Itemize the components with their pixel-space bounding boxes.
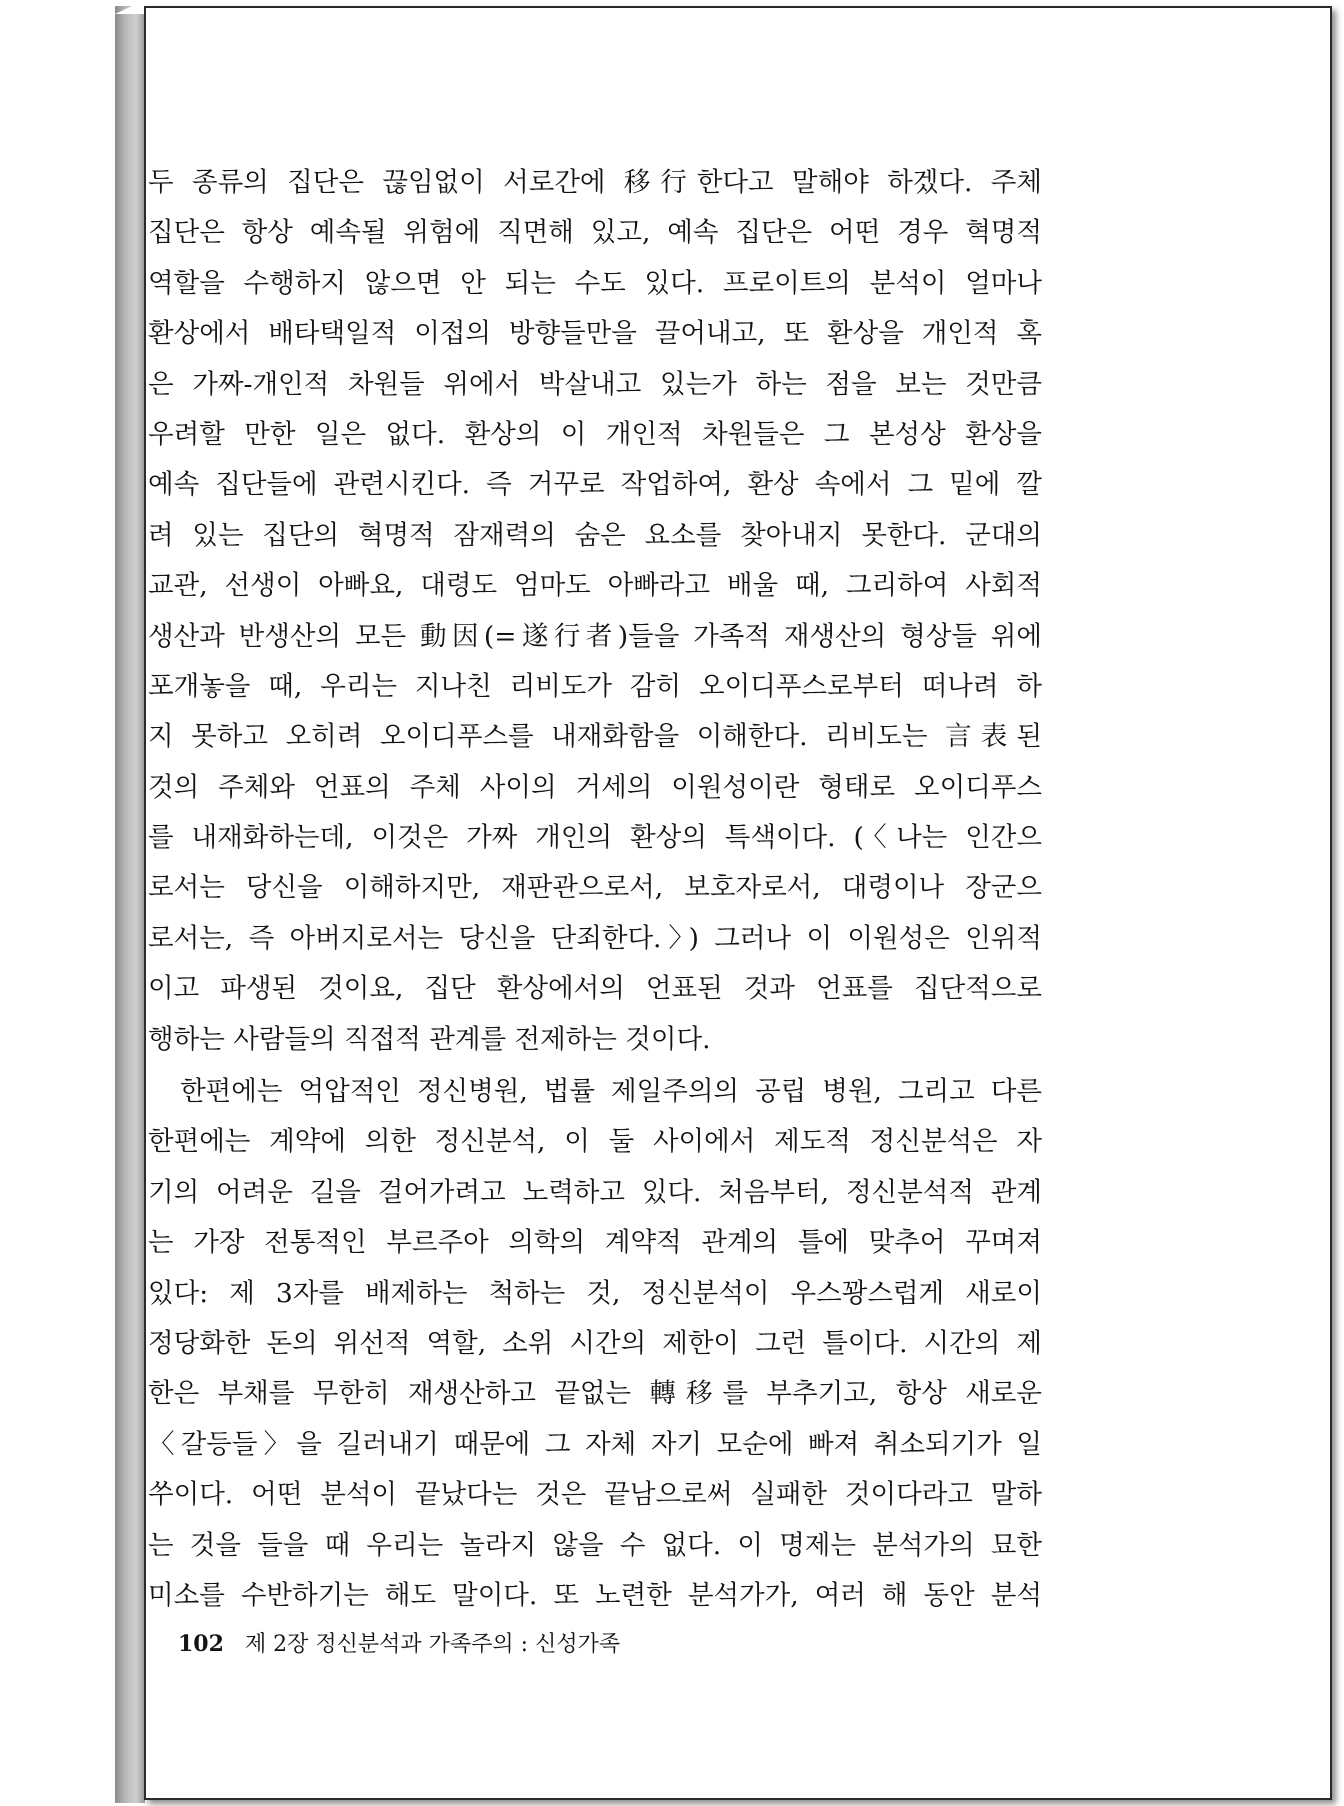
text-line: 는 것을 들을 때 우리는 놀라지 않을 수 없다. 이 명제는 분석가의 묘한 xyxy=(148,1529,1042,1561)
text-line: 로서는, 즉 아버지로서는 당신을 단죄한다.〉) 그러나 이 이원성은 인위적 xyxy=(148,922,1042,954)
paragraph-1 xyxy=(148,158,1042,1065)
paragraph-2 xyxy=(148,1067,1042,1621)
text-line: 생산과 반생산의 모든 動因(=遂行者)들을 가족적 재생산의 형상들 위에 xyxy=(148,620,1042,652)
text-line: 는 가장 전통적인 부르주아 의학의 계약적 관계의 틀에 맞추어 꾸며져 xyxy=(148,1227,1042,1259)
book-spine-edge xyxy=(115,6,145,1803)
text-line: 은 가짜-개인적 차원들 위에서 박살내고 있는가 하는 점을 보는 것만큼 xyxy=(148,368,1042,400)
running-chapter-title: 제 2장 정신분석과 가족주의 : 신성가족 xyxy=(244,1632,621,1657)
text-line: 한은 부채를 무한히 재생산하고 끝없는 轉移를 부추기고, 항상 새로운 xyxy=(148,1378,1042,1410)
text-line: 〈갈등들〉을 길러내기 때문에 그 자체 자기 모순에 빠져 취소되기가 일 xyxy=(148,1428,1042,1460)
text-line: 한편에는 계약에 의한 정신분석, 이 둘 사이에서 제도적 정신분석은 자 xyxy=(148,1126,1042,1158)
text-line: 행하는 사람들의 직접적 관계를 전제하는 것이다. xyxy=(148,1023,711,1055)
text-line: 이고 파생된 것이요, 집단 환상에서의 언표된 것과 언표를 집단적으로 xyxy=(148,973,1042,1005)
text-line: 로서는 당신을 이해하지만, 재판관으로서, 보호자로서, 대령이나 장군으 xyxy=(148,872,1042,904)
text-line: 있다: 제 3자를 배제하는 척하는 것, 정신분석이 우스꽝스럽게 새로이 xyxy=(148,1277,1042,1309)
text-line: 정당화한 돈의 위선적 역할, 소위 시간의 제한이 그런 틀이다. 시간의 제 xyxy=(148,1327,1042,1359)
text-line: 려 있는 집단의 혁명적 잠재력의 숨은 요소를 찾아내지 못한다. 군대의 xyxy=(148,519,1042,551)
text-line: 쑤이다. 어떤 분석이 끝났다는 것은 끝남으로써 실패한 것이다라고 말하 xyxy=(148,1479,1042,1511)
text-line: 환상에서 배타택일적 이접의 방향들만을 끌어내고, 또 환상을 개인적 혹 xyxy=(148,318,1042,350)
text-line: 를 내재화하는데, 이것은 가짜 개인의 환상의 특색이다. (〈나는 인간으 xyxy=(148,822,1042,854)
text-line: 한편에는 억압적인 정신병원, 법률 제일주의의 공립 병원, 그리고 다른 xyxy=(148,1076,1042,1108)
text-line: 기의 어려운 길을 걸어가려고 노력하고 있다. 처음부터, 정신분석적 관계 xyxy=(148,1176,1042,1208)
text-line: 예속 집단들에 관련시킨다. 즉 거꾸로 작업하여, 환상 속에서 그 밑에 깔 xyxy=(148,469,1042,501)
page-footer xyxy=(178,1627,620,1658)
text-line: 미소를 수반하기는 해도 말이다. 또 노련한 분석가가, 여러 해 동안 분석 xyxy=(148,1579,1042,1611)
text-line: 지 못하고 오히려 오이디푸스를 내재화함을 이해한다. 리비도는 言表된 xyxy=(148,721,1042,753)
page-number: 102 xyxy=(178,1631,224,1657)
text-line: 교관, 선생이 아빠요, 대령도 엄마도 아빠라고 배울 때, 그리하여 사회적 xyxy=(148,570,1042,602)
text-line: 것의 주체와 언표의 주체 사이의 거세의 이원성이란 형태로 오이디푸스 xyxy=(148,771,1042,803)
text-line: 우려할 만한 일은 없다. 환상의 이 개인적 차원들은 그 본성상 환상을 xyxy=(148,418,1042,450)
text-line: 집단은 항상 예속될 위험에 직면해 있고, 예속 집단은 어떤 경우 혁명적 xyxy=(148,217,1042,249)
text-line: 역할을 수행하지 않으면 안 되는 수도 있다. 프로이트의 분석이 얼마나 xyxy=(148,267,1042,299)
text-line: 두 종류의 집단은 끊임없이 서로간에 移行한다고 말해야 하겠다. 주체 xyxy=(148,167,1042,198)
page-body xyxy=(148,158,1042,1621)
text-line: 포개놓을 때, 우리는 지나친 리비도가 감히 오이디푸스로부터 떠나려 하 xyxy=(148,670,1042,702)
